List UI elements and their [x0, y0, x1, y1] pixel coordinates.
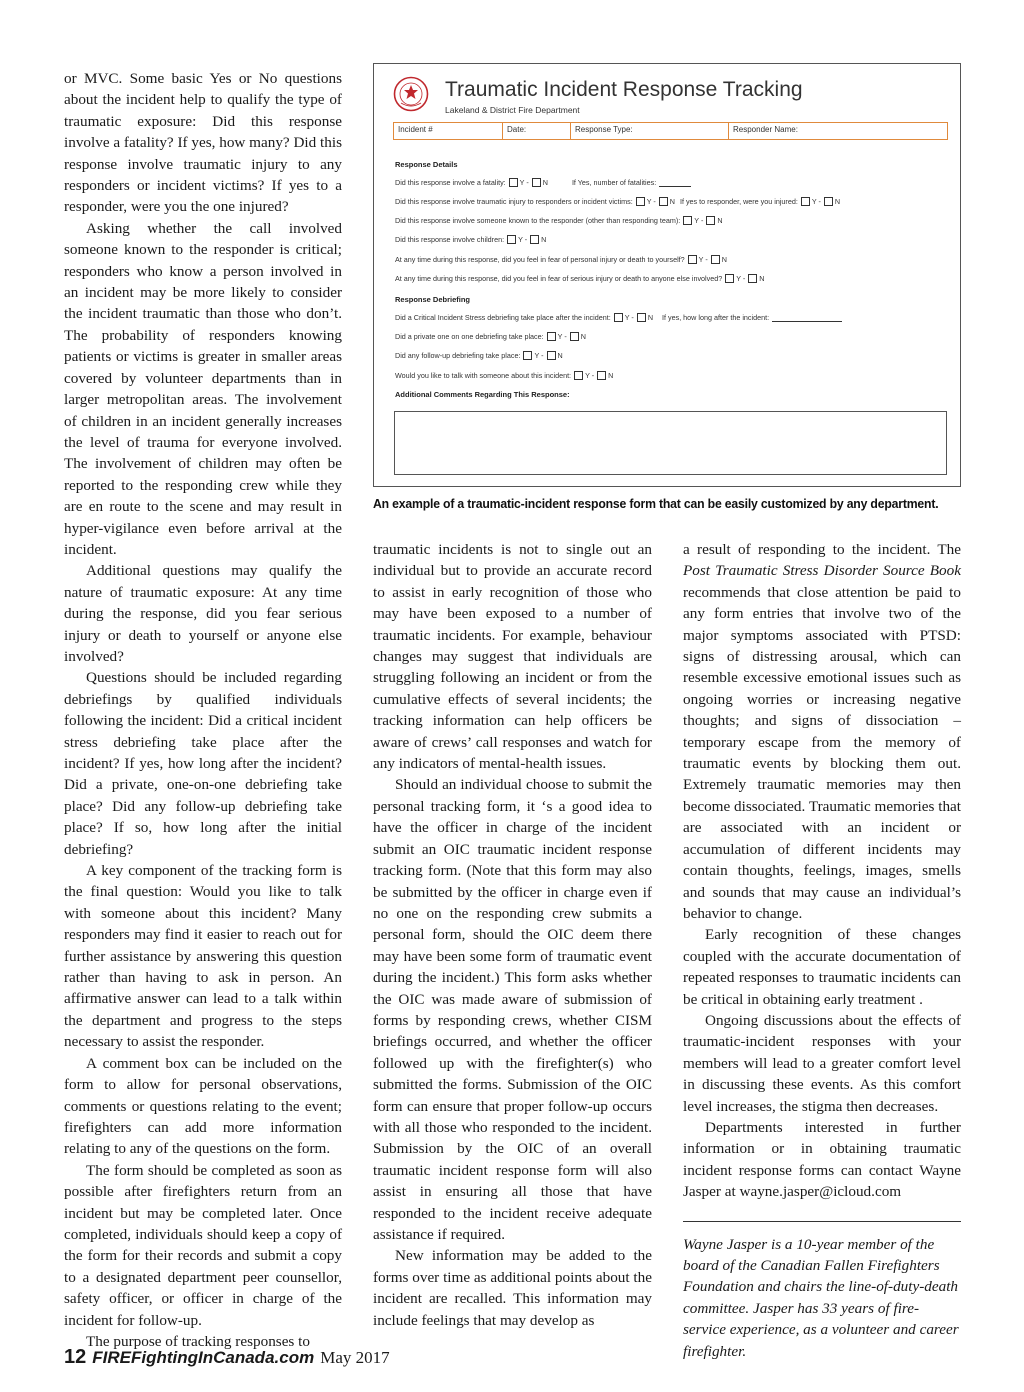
- response-form-figure: [373, 63, 961, 487]
- checkbox-icon: [597, 371, 606, 380]
- page-footer: [64, 1346, 390, 1369]
- paragraph: Additional questions may qualify the nature of traumatic exposure: At any time during the response, did you fear serious injury or death to yourself or anyone else involved?: [64, 562, 342, 665]
- checkbox-icon: [570, 332, 579, 341]
- response-type-field: Response Type:: [571, 123, 729, 139]
- checkbox-icon: [530, 235, 539, 244]
- date-field: Date:: [503, 123, 571, 139]
- paragraph: A comment box can be included on the form to allow for personal observations, comments or questions relating to the event; firefighters can add more information relating to any of the questions on the form.: [64, 1054, 342, 1158]
- checkbox-icon: [659, 197, 668, 206]
- checkbox-icon: [801, 197, 810, 206]
- paragraph: Should an individual choose to submit the personal tracking form, it ‘s a good idea to have the officer in charge of the incident submit an OIC traumatic incident response tracking form. (Note that this form may also be submitted by the officer in charge even if no one on the responding crew submits a personal form, should the OIC deem there may have been some form of traumatic event during the incident.) This form asks whether the OIC was made aware of submission of forms by responding crews, whether CISM briefings occurred, and whether the officer followed up with the firefighter(s) who submitted the forms. Submission of the OIC form can ensure that proper follow-up occurs with all those who responded to the incident. Submission by the OIC of an overall traumatic incident response form will also assist in ensuring all those that have responded to the incident receive adequate assistance if required.: [373, 776, 652, 1243]
- form-question-fear-self: At any time during this response, did you feel in fear of personal injury or death to yourself? Y - N: [395, 255, 727, 264]
- article-column-2: [373, 539, 652, 1331]
- article-column-3: [683, 539, 961, 1362]
- checkbox-icon: [636, 197, 645, 206]
- checkbox-icon: [637, 313, 646, 322]
- checkbox-icon: [547, 332, 556, 341]
- fire-department-logo-icon: [393, 76, 429, 112]
- divider: [683, 1221, 961, 1222]
- paragraph: Asking whether the call involved someone known to the responder is critical; responders who know a person involved in an incident may be more likely to consider the incident traumatic than those who don’t. The probability of responders knowing patients or victims is greater in smaller areas covered by volunteer departments than in larger metropolitan areas. The involvement of children in an incident generally increases the level of trauma for everyone involved. The involvement of children may often be reported to the responding crew while they are en route to the scene and may result in hyper-vigilance even before arrival at the incident.: [64, 219, 342, 558]
- checkbox-icon: [574, 371, 583, 380]
- paragraph: Departments interested in further information or in obtaining traumatic incident response forms can contact Wayne Jasper at wayne.jasper@icloud.com: [683, 1118, 961, 1201]
- form-title: Traumatic Incident Response Tracking: [445, 78, 803, 101]
- paragraph: New information may be added to the forms over time as additional points about the incident are recalled. This information may include feelings that may develop as: [373, 1247, 652, 1329]
- article-column-1: [64, 68, 342, 1352]
- paragraph: Questions should be included regarding debriefings by qualified individuals following the incident: Did a critical incident stress debriefing take place after the incident? If yes, how long after the incident? Did a private, one-on-one debriefing take place? Did any follow-up debriefing take place? If so, how long after the initial debriefing?: [64, 669, 342, 858]
- checkbox-icon: [507, 235, 516, 244]
- form-department: Lakeland & District Fire Department: [445, 105, 580, 115]
- responder-name-field: Responder Name:: [733, 125, 798, 134]
- incident-number-field: Incident #: [394, 123, 503, 139]
- form-question-children: Did this response involve children: Y - N: [395, 235, 547, 244]
- checkbox-icon: [706, 216, 715, 225]
- form-question-known-person: Did this response involve someone known to the responder (other than responding team): Y - N: [395, 216, 723, 225]
- paragraph: The form should be completed as soon as possible after firefighters return from an incident but may be completed later. Once completed, individuals should keep a copy of the form for their records and submit a copy to a designated department peer counsellor, safety officer, or officer in charge of the incident for follow-up.: [64, 1161, 342, 1329]
- checkbox-icon: [614, 313, 623, 322]
- book-title: Post Traumatic Stress Disorder Source Book: [683, 562, 961, 580]
- page-number: 12: [64, 1346, 87, 1368]
- comments-box: [394, 411, 947, 475]
- checkbox-icon: [748, 274, 757, 283]
- form-question-injury: Did this response involve traumatic injury to responders or incident victims: Y - N If yes to responder, were you injured: Y - N: [395, 197, 841, 206]
- form-question-fear-others: At any time during this response, did you feel in fear of serious injury or death to anyone else involved? Y - N: [395, 274, 765, 283]
- section-response-debriefing: Response Debriefing: [395, 295, 471, 304]
- paragraph: A key component of the tracking form is the final question: Would you like to talk with someone about this incident? Many responders may find it easier to reach out for further assistance by answering this question rather than having to ask in person. An affirmative answer can lead to a talk within the department and progress to the steps necessary to assist the responder.: [64, 862, 342, 1051]
- section-response-details: Response Details: [395, 160, 458, 169]
- form-question-fatality: Did this response involve a fatality: Y - N If Yes, number of fatalities:: [395, 178, 691, 187]
- checkbox-icon: [688, 255, 697, 264]
- checkbox-icon: [824, 197, 833, 206]
- paragraph: a result of responding to the incident. The Post Traumatic Stress Disorder Source Book recommends that close attention be paid to any form entries that involve two of the major symptoms associated with PTSD: signs of distressing arousal, which can resemble excessive emotional issues such as ongoing worries or increasing negative thoughts; and signs of dissociation – temporary escape from the memory of traumatic events by blocking them out. Extremely traumatic memories may then become dissociated. Traumatic memories that are associated with an incident or accumulation of different incidents may contain thoughts, feelings, images, smells and sounds that may cause an individual’s behavior to change.: [683, 541, 961, 922]
- form-question-talk: Would you like to talk with someone about this incident: Y - N: [395, 371, 614, 380]
- form-question-private-debrief: Did a private one on one debriefing take place: Y - N: [395, 332, 586, 341]
- checkbox-icon: [683, 216, 692, 225]
- paragraph: Early recognition of these changes coupled with the accurate documentation of repeated responses to traumatic incidents can be critical in obtaining early treatment .: [683, 926, 961, 1008]
- paragraph: traumatic incidents is not to single out an individual but to provide an accurate record to assist in early recognition of those who may have been exposed to a number of traumatic incidents. For example, behaviour changes may suggest that individuals are struggling following an incident or from the cumulative effects of several incidents; the tracking information can help officers be aware of crews’ call responses and watch for any indicators of mental-health issues.: [373, 541, 652, 773]
- publication-site: FIREFightingInCanada.com: [92, 1348, 315, 1367]
- checkbox-icon: [711, 255, 720, 264]
- checkbox-icon: [547, 351, 556, 360]
- checkbox-icon: [509, 178, 518, 187]
- paragraph: or MVC. Some basic Yes or No questions about the incident help to qualify the type of traumatic exposure: Did this response involve a fatality? If yes, how many? Did this response involve traumatic injury to any responders or incident victims? If yes to a responder, were you the one injured?: [64, 70, 342, 216]
- issue-date: May 2017: [320, 1348, 390, 1367]
- paragraph: Ongoing discussions about the effects of traumatic-incident responses with your members will lead to a greater comfort level in discussing these events. As this comfort level increases, the stigma then decreases.: [683, 1011, 961, 1115]
- form-question-followup: Did any follow-up debriefing take place: Y - N: [395, 351, 563, 360]
- checkbox-icon: [523, 351, 532, 360]
- form-header-row: [393, 122, 948, 140]
- form-question-cisd: Did a Critical Incident Stress debriefing take place after the incident: Y - N If yes, how long after the incident:: [395, 313, 842, 322]
- checkbox-icon: [532, 178, 541, 187]
- checkbox-icon: [725, 274, 734, 283]
- section-comments: Additional Comments Regarding This Response:: [395, 390, 570, 399]
- paragraph: The purpose of tracking responses to: [86, 1332, 310, 1350]
- author-bio: Wayne Jasper is a 10-year member of the board of the Canadian Fallen Firefighters Foundation and chairs the line-of-duty-death committee. Jasper has 33 years of fire-service experience, as a volunteer and career firefighter.: [683, 1235, 959, 1360]
- figure-caption: An example of a traumatic-incident response form that can be easily customized by any department.: [373, 496, 939, 511]
